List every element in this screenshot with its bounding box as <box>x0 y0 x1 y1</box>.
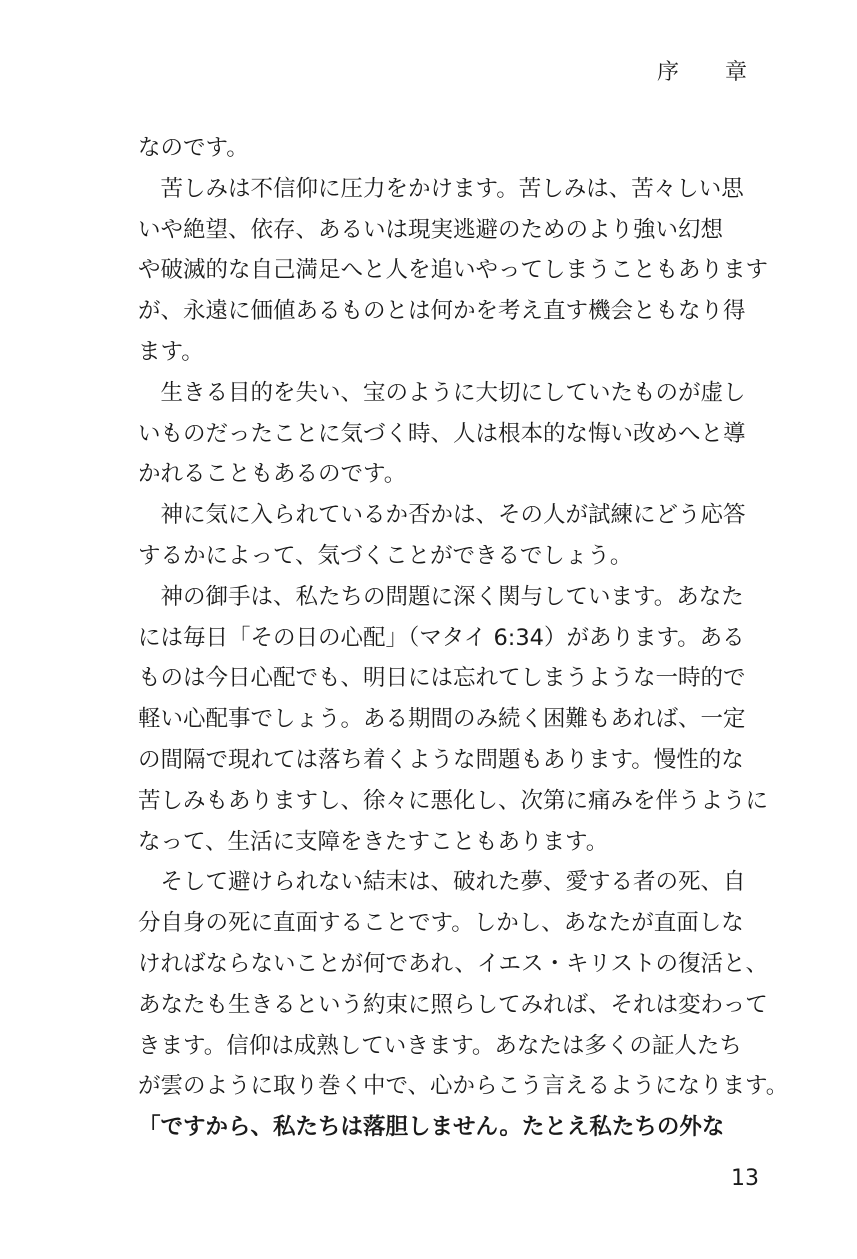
body-text <box>138 128 789 1148</box>
text-line: そして避けられない結末は、破れた夢、愛する者の死、自 <box>138 869 746 896</box>
text-line: するかによって、気づくことができるでしょう。 <box>138 542 633 569</box>
text-line: が雲のように取り巻く中で、心からこう言えるようになります。 <box>138 1073 789 1100</box>
text-line: かれることもあるのです。 <box>138 461 407 488</box>
text-line: 苦しみもありますし、徐々に悪化し、次第に痛みを伴うように <box>138 787 769 814</box>
text-line: 軽い心配事でしょう。ある期間のみ続く困難もあれば、一定 <box>138 706 746 733</box>
text-line: いものだったことに気づく時、人は根本的な悔い改めへと導 <box>138 420 746 447</box>
text-line: 分自身の死に直面することです。しかし、あなたが直面しな <box>138 910 744 937</box>
text-line: ものは今日心配でも、明日には忘れてしまうような一時的で <box>138 665 746 692</box>
text-line: なのです。 <box>138 135 249 161</box>
text-line: きます。信仰は成熟していきます。あなたは多くの証人たち <box>138 1032 742 1059</box>
text-line: あなたも生きるという約束に照らしてみれば、それは変わって <box>138 991 768 1018</box>
text-line: には毎日「その日の心配」（マタイ 6:34）があります。ある <box>138 624 745 651</box>
text-line: なって、生活に支障をきたすこともあります。 <box>138 828 609 855</box>
running-head: 序 章 <box>656 60 759 85</box>
text-line: 生きる目的を失い、宝のように大切にしていたものが虚し <box>138 379 746 406</box>
page-number: 13 <box>731 1166 759 1191</box>
text-line: や破滅的な自己満足へと人を追いやってしまうこともあります <box>138 257 769 284</box>
text-line: が、永遠に価値あるものとは何かを考え直す機会ともなり得 <box>138 298 746 325</box>
quote-line: 「ですから、私たちは落胆しません。たとえ私たちの外な <box>138 1114 725 1141</box>
text-line: 神に気に入られているか否かは、その人が試練にどう応答 <box>138 502 746 529</box>
text-line: 神の御手は、私たちの問題に深く関与しています。あなた <box>138 583 744 610</box>
text-line: 苦しみは不信仰に圧力をかけます。苦しみは、苦々しい思 <box>138 175 744 202</box>
text-line: ければならないことが何であれ、イエス・キリストの復活と、 <box>138 950 769 977</box>
text-line: の間隔で現れては落ち着くような問題もあります。慢性的な <box>138 746 744 773</box>
text-line: いや絶望、依存、あるいは現実逃避のためのより強い幻想 <box>138 216 724 243</box>
text-line: ます。 <box>138 338 204 365</box>
